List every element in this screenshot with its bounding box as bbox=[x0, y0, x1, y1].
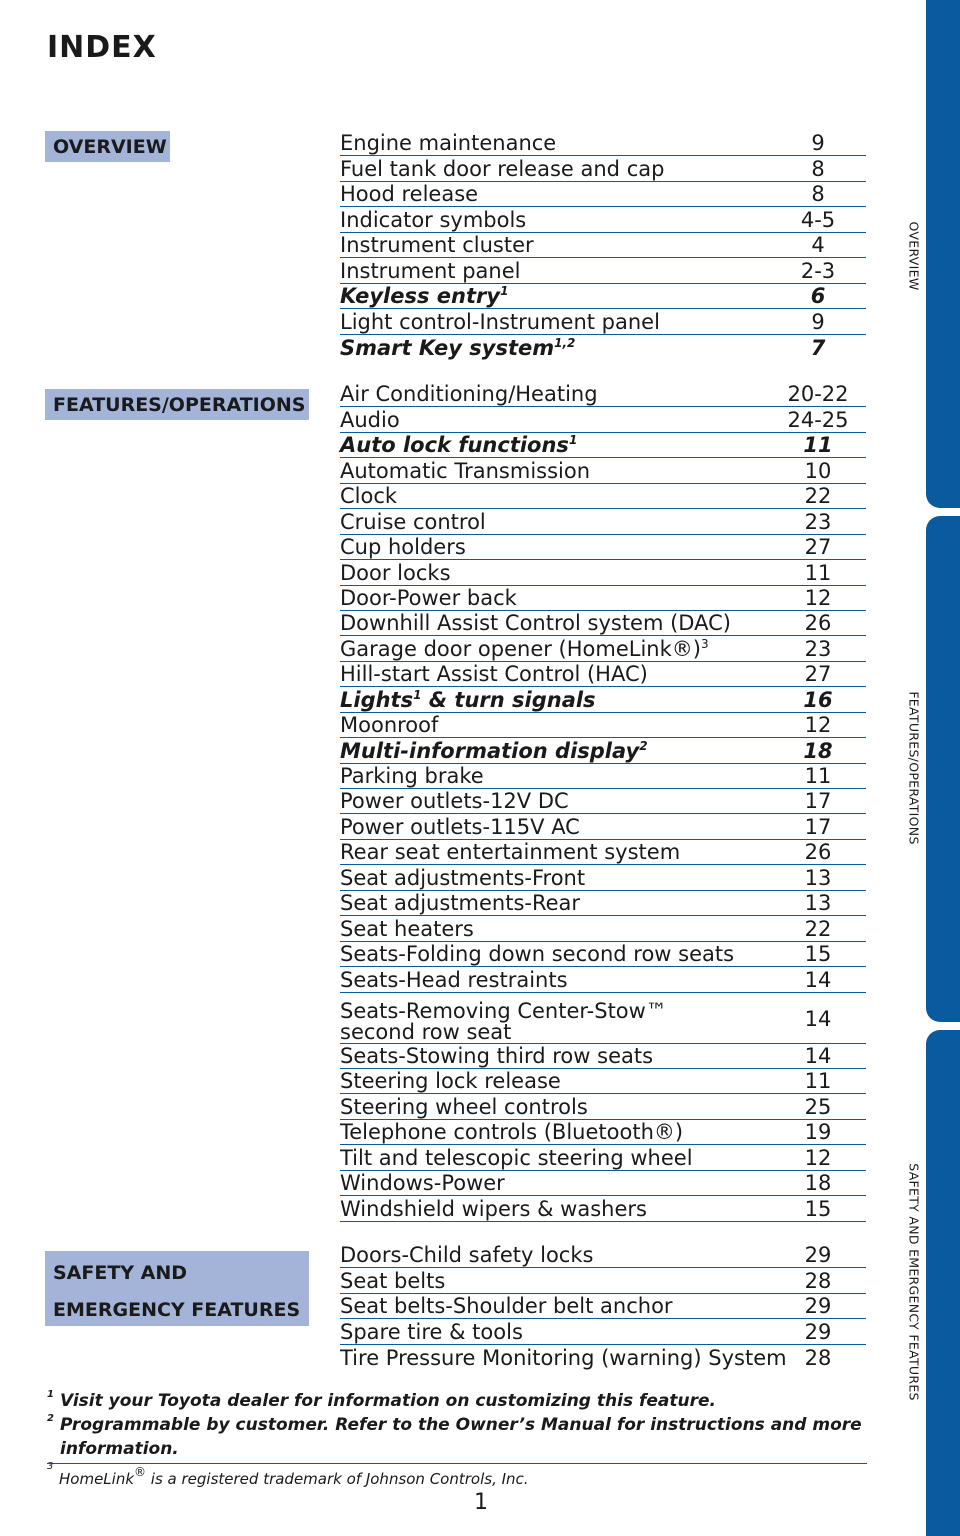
entry-label: Fuel tank door release and cap bbox=[340, 156, 665, 181]
index-entry[interactable] bbox=[340, 560, 866, 585]
entry-page-number: 15 bbox=[804, 1196, 832, 1221]
entry-label: Spare tire & tools bbox=[340, 1319, 523, 1344]
footnote-2: 2 Programmable by customer. Refer to the Owner’s Manual for instructions and more information. bbox=[47, 1413, 862, 1459]
entry-label: Parking brake bbox=[340, 764, 484, 788]
index-entry[interactable] bbox=[340, 509, 866, 534]
entry-label: Door-Power back bbox=[340, 585, 517, 610]
index-entry[interactable] bbox=[340, 535, 866, 560]
index-entry[interactable] bbox=[340, 764, 866, 789]
index-entry[interactable] bbox=[340, 309, 866, 334]
section-badge-safety bbox=[45, 1251, 309, 1326]
side-tab-safety[interactable] bbox=[926, 1030, 960, 1536]
entry-label: Multi-information display$^2$ bbox=[340, 738, 648, 763]
entry-page-number: 15 bbox=[804, 942, 832, 967]
index-entry[interactable] bbox=[340, 1345, 866, 1370]
index-entry[interactable] bbox=[340, 1120, 866, 1145]
entry-page-number: 28 bbox=[804, 1346, 832, 1371]
entry-label: Cup holders bbox=[340, 535, 466, 560]
entry-page-number: 4 bbox=[811, 233, 825, 258]
entry-page-number: 13 bbox=[804, 891, 832, 916]
entry-label: Door locks bbox=[340, 560, 451, 585]
entry-label: Seat heaters bbox=[340, 916, 474, 941]
entry-page-number: 25 bbox=[804, 1094, 832, 1119]
entry-page-number: 11 bbox=[804, 1069, 832, 1094]
entry-page-number: 14 bbox=[804, 1043, 832, 1068]
index-entry[interactable] bbox=[340, 942, 866, 967]
index-entry[interactable] bbox=[340, 182, 866, 207]
section-badge-features: FEATURES/OPERATIONS bbox=[45, 389, 309, 420]
entry-page-number: 23 bbox=[804, 509, 832, 534]
index-entry[interactable] bbox=[340, 284, 866, 309]
entry-label: Seats-Head restraints bbox=[340, 967, 568, 992]
entry-page-number: 9 bbox=[811, 309, 825, 334]
entry-label: Seat adjustments-Front bbox=[340, 865, 586, 890]
entry-page-number: 17 bbox=[804, 789, 832, 814]
side-tab-overview[interactable] bbox=[926, 0, 960, 508]
index-entry[interactable] bbox=[340, 207, 866, 232]
entry-page-number: 18 bbox=[804, 1171, 832, 1196]
index-entry[interactable] bbox=[340, 458, 866, 483]
entry-label: Keyless entry$^1$ bbox=[340, 284, 509, 309]
index-entry[interactable] bbox=[340, 865, 866, 890]
entry-label: Seats-Removing Center-Stow™ second row seat bbox=[340, 998, 667, 1044]
entry-page-number: 17 bbox=[804, 814, 832, 839]
index-list-safety bbox=[340, 1243, 866, 1370]
side-label-features: FEATURES/OPERATIONS bbox=[906, 691, 922, 845]
entry-label: Power outlets-115V AC bbox=[340, 814, 580, 839]
index-list-overview bbox=[340, 131, 866, 360]
entry-label: Seats-Folding down second row seats bbox=[340, 942, 735, 967]
entry-label: Automatic Transmission bbox=[340, 458, 591, 483]
index-entry[interactable] bbox=[340, 840, 866, 865]
entry-page-number: 13 bbox=[804, 865, 832, 890]
entry-label: Smart Key system$^{1,2}$ bbox=[340, 335, 576, 360]
entry-label: Indicator symbols bbox=[340, 207, 527, 232]
entry-page-number: 9 bbox=[811, 131, 825, 156]
entry-page-number: 26 bbox=[804, 611, 832, 636]
page-title: INDEX bbox=[47, 30, 157, 65]
section-badge-overview: OVERVIEW bbox=[45, 131, 170, 162]
index-entry[interactable] bbox=[340, 1044, 866, 1069]
footnote-3: 3 HomeLink® is a registered trademark of Johnson Controls, Inc. bbox=[47, 1461, 529, 1488]
index-entry[interactable] bbox=[340, 662, 866, 687]
side-label-safety: SAFETY AND EMERGENCY FEATURES bbox=[906, 1163, 922, 1401]
index-entry[interactable] bbox=[340, 1145, 866, 1170]
entry-page-number: 16 bbox=[803, 687, 833, 712]
index-entry[interactable] bbox=[340, 382, 866, 407]
index-entry[interactable] bbox=[340, 335, 866, 360]
entry-label: Steering wheel controls bbox=[340, 1094, 588, 1119]
entry-page-number: 19 bbox=[804, 1120, 832, 1145]
footnote-divider bbox=[47, 1463, 867, 1464]
entry-page-number: 27 bbox=[804, 662, 832, 687]
entry-page-number: 22 bbox=[804, 916, 832, 941]
index-entry[interactable] bbox=[340, 891, 866, 916]
entry-page-number: 18 bbox=[803, 738, 833, 763]
entry-label: Auto lock functions$^1$ bbox=[340, 433, 578, 458]
entry-label: Moonroof bbox=[340, 713, 439, 738]
index-entry[interactable] bbox=[340, 586, 866, 611]
entry-label: Instrument panel bbox=[340, 258, 521, 283]
index-entry[interactable] bbox=[340, 1319, 866, 1344]
entry-label: Instrument cluster bbox=[340, 233, 534, 258]
index-entry[interactable] bbox=[340, 1243, 866, 1268]
entry-page-number: 14 bbox=[804, 967, 832, 992]
index-entry[interactable] bbox=[340, 233, 866, 258]
entry-label: Hill-start Assist Control (HAC) bbox=[340, 662, 648, 687]
entry-page-number: 6 bbox=[810, 284, 826, 309]
side-tab-features[interactable] bbox=[926, 516, 960, 1022]
page-number: 1 bbox=[474, 1490, 488, 1515]
side-label-overview: OVERVIEW bbox=[906, 221, 922, 291]
entry-page-number: 12 bbox=[804, 713, 832, 738]
index-entry[interactable] bbox=[340, 636, 866, 661]
badge-line: EMERGENCY FEATURES bbox=[53, 1299, 301, 1321]
index-entry[interactable] bbox=[340, 611, 866, 636]
entry-page-number: 22 bbox=[804, 484, 832, 509]
entry-label: Engine maintenance bbox=[340, 131, 557, 156]
entry-label: Steering lock release bbox=[340, 1069, 561, 1094]
index-entry[interactable] bbox=[340, 1094, 866, 1119]
entry-label: Hood release bbox=[340, 182, 479, 207]
index-entry[interactable] bbox=[340, 258, 866, 283]
entry-page-number: 28 bbox=[804, 1268, 832, 1293]
index-entry[interactable] bbox=[340, 131, 866, 156]
entry-label: Seat adjustments-Rear bbox=[340, 891, 581, 916]
entry-page-number: 8 bbox=[811, 156, 825, 181]
index-list-features bbox=[340, 382, 866, 1222]
index-entry[interactable] bbox=[340, 687, 866, 712]
badge-line: SAFETY AND bbox=[53, 1262, 188, 1284]
entry-page-number: 11 bbox=[803, 433, 833, 458]
entry-label: Tilt and telescopic steering wheel bbox=[340, 1145, 693, 1170]
entry-page-number: 29 bbox=[804, 1319, 832, 1344]
entry-label: Windows-Power bbox=[340, 1171, 505, 1196]
entry-label: Rear seat entertainment system bbox=[340, 840, 681, 865]
entry-label: Tire Pressure Monitoring (warning) System bbox=[340, 1346, 787, 1371]
entry-label: Power outlets-12V DC bbox=[340, 789, 569, 814]
entry-page-number: 12 bbox=[804, 1145, 832, 1170]
entry-label: Lights$^1$ & turn signals bbox=[340, 687, 596, 712]
entry-page-number: 24-25 bbox=[787, 407, 849, 432]
entry-label: Downhill Assist Control system (DAC) bbox=[340, 611, 731, 636]
index-entry[interactable] bbox=[340, 433, 866, 458]
entry-page-number: 7 bbox=[810, 335, 826, 360]
entry-label: Cruise control bbox=[340, 509, 486, 534]
index-entry[interactable] bbox=[340, 1268, 866, 1293]
footnotes bbox=[47, 1389, 867, 1461]
entry-page-number: 29 bbox=[804, 1294, 832, 1319]
index-entry[interactable] bbox=[340, 967, 866, 992]
entry-label: Seat belts bbox=[340, 1268, 446, 1293]
index-entry[interactable] bbox=[340, 407, 866, 432]
entry-label: Air Conditioning/Heating bbox=[340, 382, 598, 407]
index-entry[interactable] bbox=[340, 789, 866, 814]
index-entry[interactable] bbox=[340, 1069, 866, 1094]
entry-label: Seat belts-Shoulder belt anchor bbox=[340, 1294, 673, 1319]
entry-label: Windshield wipers & washers bbox=[340, 1196, 647, 1221]
entry-page-number: 14 bbox=[804, 1006, 832, 1031]
entry-page-number: 29 bbox=[804, 1243, 832, 1268]
entry-page-number: 20-22 bbox=[787, 382, 849, 407]
index-entry[interactable] bbox=[340, 916, 866, 941]
entry-label: Light control-Instrument panel bbox=[340, 309, 660, 334]
entry-label: Seats-Stowing third row seats bbox=[340, 1043, 654, 1068]
entry-page-number: 26 bbox=[804, 840, 832, 865]
entry-page-number: 4-5 bbox=[800, 207, 836, 232]
entry-page-number: 2-3 bbox=[800, 258, 836, 283]
entry-page-number: 11 bbox=[804, 764, 832, 788]
entry-label: Telephone controls (Bluetooth®) bbox=[340, 1120, 684, 1145]
entry-page-number: 12 bbox=[804, 585, 832, 610]
index-entry[interactable] bbox=[340, 484, 866, 509]
index-entry[interactable] bbox=[340, 814, 866, 839]
entry-label: Clock bbox=[340, 484, 398, 509]
entry-label: Garage door opener (HomeLink®)$^3$ bbox=[340, 636, 709, 661]
index-entry[interactable] bbox=[340, 1196, 866, 1221]
index-entry[interactable] bbox=[340, 1294, 866, 1319]
footnote-1: 1 Visit your Toyota dealer for information on customizing this feature. bbox=[47, 1389, 716, 1411]
entry-label: Audio bbox=[340, 407, 400, 432]
index-entry[interactable] bbox=[340, 993, 866, 1044]
entry-page-number: 10 bbox=[804, 458, 832, 483]
entry-page-number: 27 bbox=[804, 535, 832, 560]
index-entry[interactable] bbox=[340, 738, 866, 763]
entry-page-number: 8 bbox=[811, 182, 825, 207]
entry-page-number: 11 bbox=[804, 560, 832, 585]
entry-label: Doors-Child safety locks bbox=[340, 1243, 594, 1268]
index-entry[interactable] bbox=[340, 156, 866, 181]
index-entry[interactable] bbox=[340, 713, 866, 738]
entry-page-number: 23 bbox=[804, 636, 832, 661]
index-entry[interactable] bbox=[340, 1171, 866, 1196]
